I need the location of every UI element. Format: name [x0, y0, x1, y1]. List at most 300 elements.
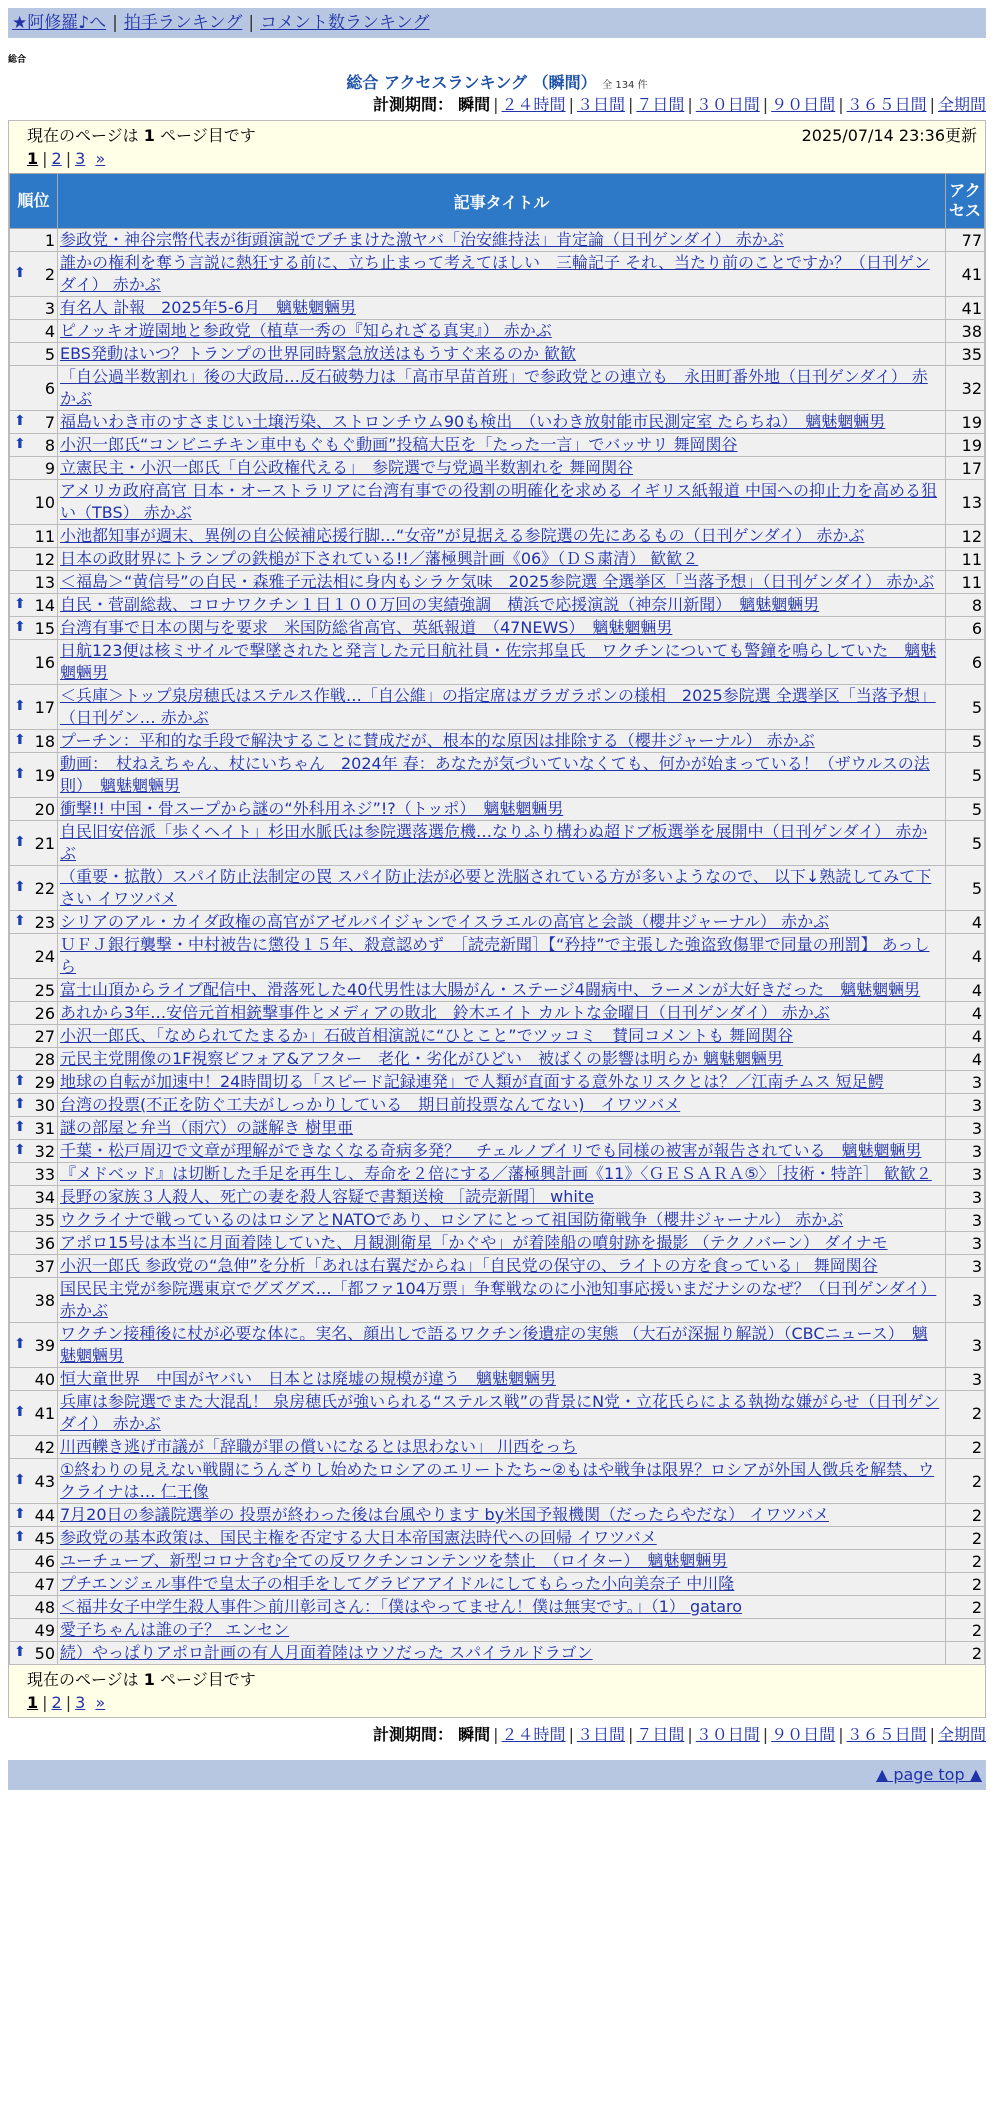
rank-number: 19 — [34, 765, 55, 785]
page-status: 現在のページは 1 ページ目です — [27, 126, 256, 145]
rank-cell — [10, 229, 58, 252]
title-cell — [58, 320, 946, 343]
rank-cell — [10, 640, 58, 685]
title-cell — [58, 730, 946, 753]
access-count: 3 — [946, 1368, 985, 1391]
pager-next-bottom[interactable]: » — [95, 1693, 106, 1712]
article-link[interactable]: ピノッキオ遊園地と参政党（植草一秀の『知られざる真実』） 赤かぶ — [60, 321, 552, 340]
rank-cell — [10, 1436, 58, 1459]
rank-number: 27 — [34, 1026, 55, 1046]
title-cell — [58, 934, 946, 979]
rank-number: 15 — [34, 618, 55, 638]
article-link[interactable]: シリアのアル・カイダ政権の高官がアゼルバイジャンでイスラエルの高官と会談（櫻井ジャーナル） 赤かぶ — [60, 912, 830, 931]
rank-cell — [10, 1048, 58, 1071]
pager-top: 1 | 2 | 3 » — [27, 149, 106, 168]
rank-number: 16 — [34, 652, 55, 672]
nav-home-link[interactable]: ★阿修羅♪へ — [12, 13, 107, 33]
title-cell — [58, 1209, 946, 1232]
up-arrow-icon: ⬆ — [14, 833, 26, 850]
title-cell — [58, 1140, 946, 1163]
table-row — [10, 911, 985, 934]
title-cell — [58, 1255, 946, 1278]
access-count: 2 — [946, 1391, 985, 1436]
table-row — [10, 1504, 985, 1527]
pager-link-3[interactable]: 3 — [75, 149, 86, 168]
pager-current: 1 — [27, 149, 39, 168]
table-row — [10, 411, 985, 434]
pager-link-2-bottom[interactable]: 2 — [51, 1693, 62, 1712]
period-link-365d[interactable]: ３６５日間 — [846, 95, 927, 114]
access-count: 4 — [946, 911, 985, 934]
rank-number: 2 — [44, 264, 55, 284]
rank-number: 8 — [44, 435, 55, 455]
rank-cell — [10, 252, 58, 297]
title-cell — [58, 1391, 946, 1436]
access-count: 3 — [946, 1140, 985, 1163]
article-link[interactable]: 立憲民主・小沢一郎氏「自公政権代える」 参院選で与党過半数割れを 舞岡関谷 — [60, 458, 634, 477]
access-count: 5 — [946, 866, 985, 911]
rank-cell — [10, 1550, 58, 1573]
rank-cell — [10, 1094, 58, 1117]
article-link[interactable]: ＵＦＪ銀行襲撃・中村被告に懲役１５年、殺意認めず ［読売新聞］【“矜持”で主張した強盗致傷罪で同量の刑罰】 あっしら — [60, 935, 930, 976]
rank-number: 39 — [34, 1335, 55, 1355]
title-cell — [58, 866, 946, 911]
rank-number: 47 — [34, 1574, 55, 1594]
period-selector-top: 計測期間： 瞬間 | ２４時間 | ３日間 | ７日間 | ３０日間 | ９０日間 | ３６５日間 | 全期間 — [373, 95, 986, 114]
rank-number: 28 — [34, 1049, 55, 1069]
rank-cell — [10, 1140, 58, 1163]
period-label: 計測期間： — [373, 95, 454, 114]
title-cell — [58, 548, 946, 571]
access-count: 4 — [946, 934, 985, 979]
nav-comments-link[interactable]: コメント数ランキング — [260, 13, 430, 33]
article-link[interactable]: EBS発動はいつ？トランプの世界同時緊急放送はもうすぐ来るのか 歓歓 — [60, 344, 577, 363]
article-link[interactable]: プーチン：平和的な手段で解決することに賛成だが、根本的な原因は排除する（櫻井ジャーナル） 赤かぶ — [60, 731, 815, 750]
table-row — [10, 979, 985, 1002]
rank-number: 29 — [34, 1072, 55, 1092]
title-cell — [58, 753, 946, 798]
period-link-all[interactable]: 全期間 — [937, 95, 986, 114]
up-arrow-icon: ⬆ — [14, 1505, 26, 1522]
total-count: 全 134 件 — [602, 80, 648, 91]
table-row — [10, 1550, 985, 1573]
access-count: 2 — [946, 1596, 985, 1619]
table-row — [10, 1163, 985, 1186]
access-count: 32 — [946, 366, 985, 411]
article-link[interactable]: 『メドベッド』は切断した手足を再生し、寿命を２倍にする／藩極興計画《11》〈ＧＥＳＡＲＡ⑤〉［技術・特許］ 歓歓２ — [60, 1164, 932, 1183]
rank-cell — [10, 1391, 58, 1436]
rank-cell — [10, 1209, 58, 1232]
table-row — [10, 821, 985, 866]
ranking-rows — [10, 229, 985, 1665]
rank-number: 36 — [34, 1233, 55, 1253]
access-count: 5 — [946, 730, 985, 753]
table-row — [10, 753, 985, 798]
period-link-7d[interactable]: ７日間 — [636, 95, 685, 114]
rank-number: 20 — [34, 799, 55, 819]
table-row — [10, 548, 985, 571]
rank-cell — [10, 525, 58, 548]
rank-number: 42 — [34, 1437, 55, 1457]
table-row — [10, 1117, 985, 1140]
rank-number: 1 — [44, 230, 55, 250]
article-link[interactable]: 日本の政財界にトランプの鉄槌が下されている!!／藩極興計画《06》（ＤＳ粛清） 歓歓２ — [60, 549, 699, 568]
access-count: 8 — [946, 594, 985, 617]
article-link[interactable]: プチエンジェル事件で皇太子の相手をしてグラビアアイドルにしてもらった小向美奈子 中川隆 — [60, 1574, 735, 1593]
rank-number: 41 — [34, 1403, 55, 1423]
rank-number: 10 — [34, 492, 55, 512]
up-arrow-icon: ⬆ — [14, 595, 26, 612]
article-link[interactable]: 誰かの権利を奪う言説に熱狂する前に、立ち止まって考えてほしい 三輪記子 それ、当たり前のことですか？（日刊ゲンダイ） 赤かぶ — [60, 253, 930, 294]
title-cell — [58, 571, 946, 594]
rank-cell — [10, 457, 58, 480]
table-row — [10, 1071, 985, 1094]
article-link[interactable]: 台湾の投票(不正を防ぐ工夫がしっかりしている 期日前投票なんてない) イワツバメ — [60, 1095, 681, 1114]
article-link[interactable]: 小池都知事が週末、異例の自公候補応援行脚…“女帝”が見据える参院選の先にあるもの（日刊ゲンダイ） 赤かぶ — [60, 526, 865, 545]
article-link[interactable]: （重要・拡散）スパイ防止法制定の罠 スパイ防止法が必要と洗脳されている方が多いようなので、 以下↓熟読してみて下さい イワツバメ — [60, 867, 932, 908]
up-arrow-icon: ⬆ — [14, 1095, 26, 1112]
article-link[interactable]: 千葉・松戸周辺で文章が理解ができなくなる奇病多発？ チェルノブイリでも同様の被害が報告されている 魑魅魍魎男 — [60, 1141, 922, 1160]
table-row — [10, 480, 985, 525]
article-link[interactable]: ワクチン接種後に杖が必要な体に。実名、顔出しで語るワクチン後遺症の実態 （大石が深掘り解説）（CBCニュース） 魑魅魍魎男 — [60, 1324, 928, 1365]
table-row — [10, 866, 985, 911]
rank-cell — [10, 821, 58, 866]
table-row — [10, 571, 985, 594]
rank-number: 37 — [34, 1256, 55, 1276]
rank-number: 38 — [34, 1290, 55, 1310]
access-count: 4 — [946, 1002, 985, 1025]
rank-cell — [10, 1117, 58, 1140]
period-link-30d-bottom[interactable]: ３０日間 — [695, 1725, 760, 1744]
header-rank: 順位 — [10, 174, 58, 229]
title-cell — [58, 1436, 946, 1459]
rank-number: 32 — [34, 1141, 55, 1161]
title-cell — [58, 411, 946, 434]
article-link[interactable]: 続）やっぱりアポロ計画の有人月面着陸はウソだった スパイラルドラゴン — [60, 1643, 593, 1662]
period-link-90d-bottom[interactable]: ９０日間 — [771, 1725, 836, 1744]
access-count: 3 — [946, 1094, 985, 1117]
rank-cell — [10, 1619, 58, 1642]
period-link-30d[interactable]: ３０日間 — [695, 95, 760, 114]
article-link[interactable]: 恒大童世界 中国がヤバい 日本とは廃墟の規模が違う 魑魅魍魎男 — [60, 1369, 557, 1388]
title-cell — [58, 297, 946, 320]
access-count: 41 — [946, 297, 985, 320]
title-cell — [58, 1459, 946, 1504]
access-count: 3 — [946, 1278, 985, 1323]
page-info-bottom — [9, 1665, 985, 1717]
pager-current-bottom: 1 — [27, 1693, 39, 1712]
table-row — [10, 1573, 985, 1596]
rank-number: 43 — [34, 1471, 55, 1491]
table-row — [10, 1368, 985, 1391]
access-count: 2 — [946, 1550, 985, 1573]
rank-cell — [10, 1573, 58, 1596]
title-cell — [58, 1186, 946, 1209]
title-cell — [58, 911, 946, 934]
article-link[interactable]: ユーチューブ、新型コロナ含む全ての反ワクチンコンテンツを禁止 （ロイター） 魑魅魍魎男 — [60, 1551, 728, 1570]
table-row — [10, 934, 985, 979]
title-cell — [58, 366, 946, 411]
table-row — [10, 366, 985, 411]
article-link[interactable]: 有名人 訃報 2025年5-6月 魑魅魍魎男 — [60, 298, 356, 317]
table-row — [10, 1619, 985, 1642]
title-cell — [58, 1642, 946, 1665]
rank-number: 50 — [34, 1643, 55, 1663]
table-row — [10, 1459, 985, 1504]
article-link[interactable]: 自民・菅副総裁、コロナワクチン１日１００万回の実績強調 横浜で応援演説（神奈川新聞） 魑魅魍魎男 — [60, 595, 820, 614]
pager-next[interactable]: » — [95, 149, 106, 168]
article-link[interactable]: 「自公過半数割れ」後の大政局…反石破勢力は「高市早苗首班」で参政党との連立も 永田町番外地（日刊ゲンダイ） 赤かぶ — [60, 367, 928, 408]
access-count: 38 — [946, 320, 985, 343]
table-row — [10, 1596, 985, 1619]
rank-number: 22 — [34, 878, 55, 898]
rank-number: 21 — [34, 833, 55, 853]
page-status-bottom: 現在のページは 1 ページ目です — [27, 1670, 256, 1689]
access-count: 3 — [946, 1117, 985, 1140]
period-link-90d[interactable]: ９０日間 — [771, 95, 836, 114]
rank-number: 14 — [34, 595, 55, 615]
rank-cell — [10, 366, 58, 411]
table-row — [10, 434, 985, 457]
title-cell — [58, 1232, 946, 1255]
rank-cell — [10, 1002, 58, 1025]
table-row — [10, 594, 985, 617]
rank-number: 48 — [34, 1597, 55, 1617]
title-cell — [58, 343, 946, 366]
period-link-3d[interactable]: ３日間 — [576, 95, 625, 114]
title-cell — [58, 457, 946, 480]
article-link[interactable]: 動画： 杖ねえちゃん、杖にいちゃん 2024年 春：あなたが気づいていなくても、何かが始まっている！（ザウルスの法則） 魑魅魍魎男 — [60, 754, 930, 795]
title-cell — [58, 821, 946, 866]
rank-number: 17 — [34, 697, 55, 717]
article-link[interactable]: あれから3年…安倍元首相銃撃事件とメディアの敗北 鈴木エイト カルトな金曜日（日刊ゲンダイ） 赤かぶ — [60, 1003, 830, 1022]
article-link[interactable]: ＜兵庫＞トップ泉房穂氏はステルス作戦…「自公維」の指定席はガラガラポンの様相 2025参院選 全選挙区「当落予想」（日刊ゲン… 赤かぶ — [60, 686, 936, 727]
rank-cell — [10, 1527, 58, 1550]
table-row — [10, 1642, 985, 1665]
up-arrow-icon: ⬆ — [14, 264, 26, 281]
page-title-text: 総合 アクセスランキング （瞬間） — [346, 73, 597, 92]
rank-cell — [10, 411, 58, 434]
title-cell — [58, 617, 946, 640]
rank-number: 13 — [34, 572, 55, 592]
article-link[interactable]: ＜福島＞“黄信号”の自民・森雅子元法相に身内もシラケ気味 2025参院選 全選挙区「当落予想」（日刊ゲンダイ） 赤かぶ — [60, 572, 935, 591]
up-arrow-icon: ⬆ — [14, 731, 26, 748]
rank-number: 23 — [34, 912, 55, 932]
table-row — [10, 1255, 985, 1278]
access-count: 13 — [946, 480, 985, 525]
access-count: 35 — [946, 343, 985, 366]
article-link[interactable]: 7月20日の参議院選挙の 投票が終わった後は台風やります by米国予報機関（だったらやだな） イワツバメ — [60, 1505, 829, 1524]
article-link[interactable]: 参政党の基本政策は、国民主権を否定する大日本帝国憲法時代への回帰 イワツバメ — [60, 1528, 657, 1547]
rank-cell — [10, 1504, 58, 1527]
article-link[interactable]: 川西轢き逃げ市議が「辞職が罪の償いになるとは思わない」 川西をっち — [60, 1437, 578, 1456]
rank-cell — [10, 730, 58, 753]
access-count: 2 — [946, 1642, 985, 1665]
article-link[interactable]: 元民主党開像の1F視察ビフォア&アフター 老化・劣化がひどい 被ばくの影響は明らか 魑魅魍魎男 — [60, 1049, 784, 1068]
rank-cell — [10, 798, 58, 821]
access-count: 4 — [946, 1048, 985, 1071]
title-cell — [58, 798, 946, 821]
table-row — [10, 1048, 985, 1071]
up-arrow-icon: ⬆ — [14, 765, 26, 782]
article-link[interactable]: 地球の自転が加速中！24時間切る「スピード記録連発」で人類が直面する意外なリスクとは？／江南チムス 短足鰐 — [60, 1072, 884, 1091]
rank-cell — [10, 979, 58, 1002]
table-row — [10, 1323, 985, 1368]
title-cell — [58, 1323, 946, 1368]
title-cell — [58, 1550, 946, 1573]
article-link[interactable]: アメリカ政府高官 日本・オーストラリアに台湾有事での役割の明確化を求める イギリス紙報道 中国への抑止力を高める狙い（TBS） 赤かぶ — [60, 481, 938, 522]
access-count: 19 — [946, 434, 985, 457]
title-cell — [58, 1278, 946, 1323]
access-count: 3 — [946, 1255, 985, 1278]
access-count: 17 — [946, 457, 985, 480]
access-count: 5 — [946, 685, 985, 730]
title-cell — [58, 1002, 946, 1025]
article-link[interactable]: 小沢一郎氏“コンビニチキン車中もぐもぐ動画”投稿大臣を「たった一言」でバッサリ 舞岡関谷 — [60, 435, 738, 454]
table-row — [10, 1002, 985, 1025]
rank-cell — [10, 911, 58, 934]
ranking-table — [9, 173, 985, 1665]
article-link[interactable]: 愛子ちゃんは誰の子？ エンセン — [60, 1620, 290, 1639]
rank-number: 34 — [34, 1187, 55, 1207]
rank-cell — [10, 617, 58, 640]
up-arrow-icon: ⬆ — [14, 1643, 26, 1660]
article-link[interactable]: 長野の家族３人殺人、死亡の妻を殺人容疑で書類送検 ［読売新聞］ white — [60, 1187, 594, 1206]
table-row — [10, 1094, 985, 1117]
pager-link-3-bottom[interactable]: 3 — [75, 1693, 86, 1712]
article-link[interactable]: ウクライナで戦っているのはロシアとNATOであり、ロシアにとって祖国防衛戦争（櫻井ジャーナル） 赤かぶ — [60, 1210, 844, 1229]
access-count: 5 — [946, 821, 985, 866]
rank-number: 9 — [44, 458, 55, 478]
rank-number: 49 — [34, 1620, 55, 1640]
access-count: 2 — [946, 1504, 985, 1527]
article-link[interactable]: 富士山頂からライブ配信中、滑落死した40代男性は大腸がん・ステージ4闘病中、ラーメンが大好きだった 魑魅魍魎男 — [60, 980, 921, 999]
up-arrow-icon: ⬆ — [14, 1471, 26, 1488]
rank-number: 11 — [34, 526, 55, 546]
title-cell — [58, 480, 946, 525]
rank-cell — [10, 1459, 58, 1504]
table-row — [10, 640, 985, 685]
rank-number: 31 — [34, 1118, 55, 1138]
access-count: 3 — [946, 1232, 985, 1255]
rank-cell — [10, 1186, 58, 1209]
access-count: 4 — [946, 1025, 985, 1048]
table-row — [10, 798, 985, 821]
up-arrow-icon: ⬆ — [14, 1403, 26, 1420]
table-row — [10, 730, 985, 753]
rank-cell — [10, 1255, 58, 1278]
title-cell — [58, 594, 946, 617]
title-cell — [58, 1071, 946, 1094]
rank-number: 33 — [34, 1164, 55, 1184]
title-cell — [58, 979, 946, 1002]
access-count: 6 — [946, 640, 985, 685]
rank-cell — [10, 934, 58, 979]
rank-cell — [10, 1025, 58, 1048]
article-link[interactable]: 台湾有事で日本の関与を要求 米国防総省高官、英紙報道 （47NEWS） 魑魅魍魎男 — [60, 618, 673, 637]
article-link[interactable]: 衝撃!! 中国・骨スープから謎の“外科用ネジ”!?（トッポ） 魑魅魍魎男 — [60, 799, 564, 818]
page-top-link[interactable]: ▲ page top ▲ — [875, 1765, 982, 1784]
period-link-all-bottom[interactable]: 全期間 — [937, 1725, 986, 1744]
up-arrow-icon: ⬆ — [14, 1141, 26, 1158]
article-link[interactable]: 福島いわき市のすさまじい土壌汚染、ストロンチウム90も検出 （いわき放射能市民測定室 たらちね） 魑魅魍魎男 — [60, 412, 886, 431]
article-link[interactable]: 兵庫は参院選でまた大混乱！ 泉房穂氏が強いられる“ステルス戦”の背景にN党・立花氏らによる執拗な嫌がらせ（日刊ゲンダイ） 赤かぶ — [60, 1392, 940, 1433]
table-row — [10, 320, 985, 343]
table-row — [10, 297, 985, 320]
page-title — [0, 70, 994, 90]
access-count: 6 — [946, 617, 985, 640]
period-link-365d-bottom[interactable]: ３６５日間 — [846, 1725, 927, 1744]
title-cell — [58, 525, 946, 548]
access-count: 11 — [946, 571, 985, 594]
period-link-3d-bottom[interactable]: ３日間 — [576, 1725, 625, 1744]
top-nav: ★阿修羅♪へ | 拍手ランキング | コメント数ランキング — [8, 8, 986, 38]
title-cell — [58, 1368, 946, 1391]
rank-cell — [10, 1642, 58, 1665]
rank-cell — [10, 434, 58, 457]
rank-number: 40 — [34, 1369, 55, 1389]
up-arrow-icon: ⬆ — [14, 1072, 26, 1089]
rank-cell — [10, 571, 58, 594]
rank-cell — [10, 320, 58, 343]
article-link[interactable]: ①終わりの見えない戦闘にうんざりし始めたロシアのエリートたち~②もはや戦争は限界？ロシアが外国人徴兵を解禁、ウクライナは… 仁王像 — [60, 1460, 935, 1501]
pager-bottom: 1 | 2 | 3 » — [27, 1693, 106, 1712]
rank-cell — [10, 685, 58, 730]
table-row — [10, 1436, 985, 1459]
rank-cell — [10, 1163, 58, 1186]
article-link[interactable]: 自民旧安倍派「歩くヘイト」杉田水脈氏は参院選落選危機…なりふり構わぬ超ドブ板選挙を展開中（日刊ゲンダイ） 赤かぶ — [60, 822, 928, 863]
up-arrow-icon: ⬆ — [14, 878, 26, 895]
title-cell — [58, 434, 946, 457]
access-count: 11 — [946, 548, 985, 571]
nav-applause-link[interactable]: 拍手ランキング — [123, 13, 243, 33]
updated-timestamp: 2025/07/14 23:36更新 — [801, 126, 977, 145]
article-link[interactable]: アポロ15号は本当に月面着陸していた、月観測衛星「かぐや」が着陸船の噴射跡を撮影 （テクノバーン） ダイナモ — [60, 1233, 888, 1252]
pager-link-2[interactable]: 2 — [51, 149, 62, 168]
title-cell — [58, 685, 946, 730]
up-arrow-icon: ⬆ — [14, 1335, 26, 1352]
period-link-7d-bottom[interactable]: ７日間 — [636, 1725, 685, 1744]
rank-cell — [10, 548, 58, 571]
rank-number: 30 — [34, 1095, 55, 1115]
access-count: 3 — [946, 1071, 985, 1094]
article-link[interactable]: 国民民主党が参院選東京でグズグズ…「都ファ104万票」争奪戦なのに小池知事応援いまだナシのなぜ？（日刊ゲンダイ） 赤かぶ — [60, 1279, 937, 1320]
table-row — [10, 1391, 985, 1436]
period-link-24h-bottom[interactable]: ２４時間 — [501, 1725, 566, 1744]
article-link[interactable]: ＜福井女子中学生殺人事件＞前川彰司さん：「僕はやってません！僕は無実です。」（1） gataro — [60, 1597, 743, 1616]
access-count: 3 — [946, 1186, 985, 1209]
table-row — [10, 229, 985, 252]
article-link[interactable]: 参政党・神谷宗幣代表が街頭演説でブチまけた激ヤバ「治安維持法」肯定論（日刊ゲンダイ） 赤かぶ — [60, 230, 784, 249]
article-link[interactable]: 謎の部屋と弁当（雨穴）の謎解き 樹里亜 — [60, 1118, 354, 1137]
article-link[interactable]: 小沢一郎氏、「なめられてたまるか」石破首相演説に“ひとこと”でツッコミ 賛同コメントも 舞岡関谷 — [60, 1026, 794, 1045]
up-arrow-icon: ⬆ — [14, 435, 26, 452]
title-cell — [58, 640, 946, 685]
article-link[interactable]: 小沢一郎氏 参政党の“急伸”を分析「あれは右翼だからね」「自民党の保守の、ライトの方を食っている」 舞岡関谷 — [60, 1256, 878, 1275]
access-count: 3 — [946, 1209, 985, 1232]
table-row — [10, 343, 985, 366]
period-link-24h[interactable]: ２４時間 — [501, 95, 566, 114]
period-selector-bottom: 計測期間： 瞬間 | ２４時間 | ３日間 | ７日間 | ３０日間 | ９０日間 | ３６５日間 | 全期間 — [373, 1725, 986, 1744]
access-count: 2 — [946, 1573, 985, 1596]
article-link[interactable]: 日航123便は核ミサイルで撃墜されたと発言した元日航社員・佐宗邦皇氏 ワクチンについても警鐘を鳴らしていた 魑魅魍魎男 — [60, 641, 937, 682]
title-cell — [58, 1048, 946, 1071]
section-label: 総合 — [8, 55, 27, 65]
title-cell — [58, 1025, 946, 1048]
access-count: 2 — [946, 1459, 985, 1504]
access-count: 2 — [946, 1619, 985, 1642]
rank-cell — [10, 343, 58, 366]
